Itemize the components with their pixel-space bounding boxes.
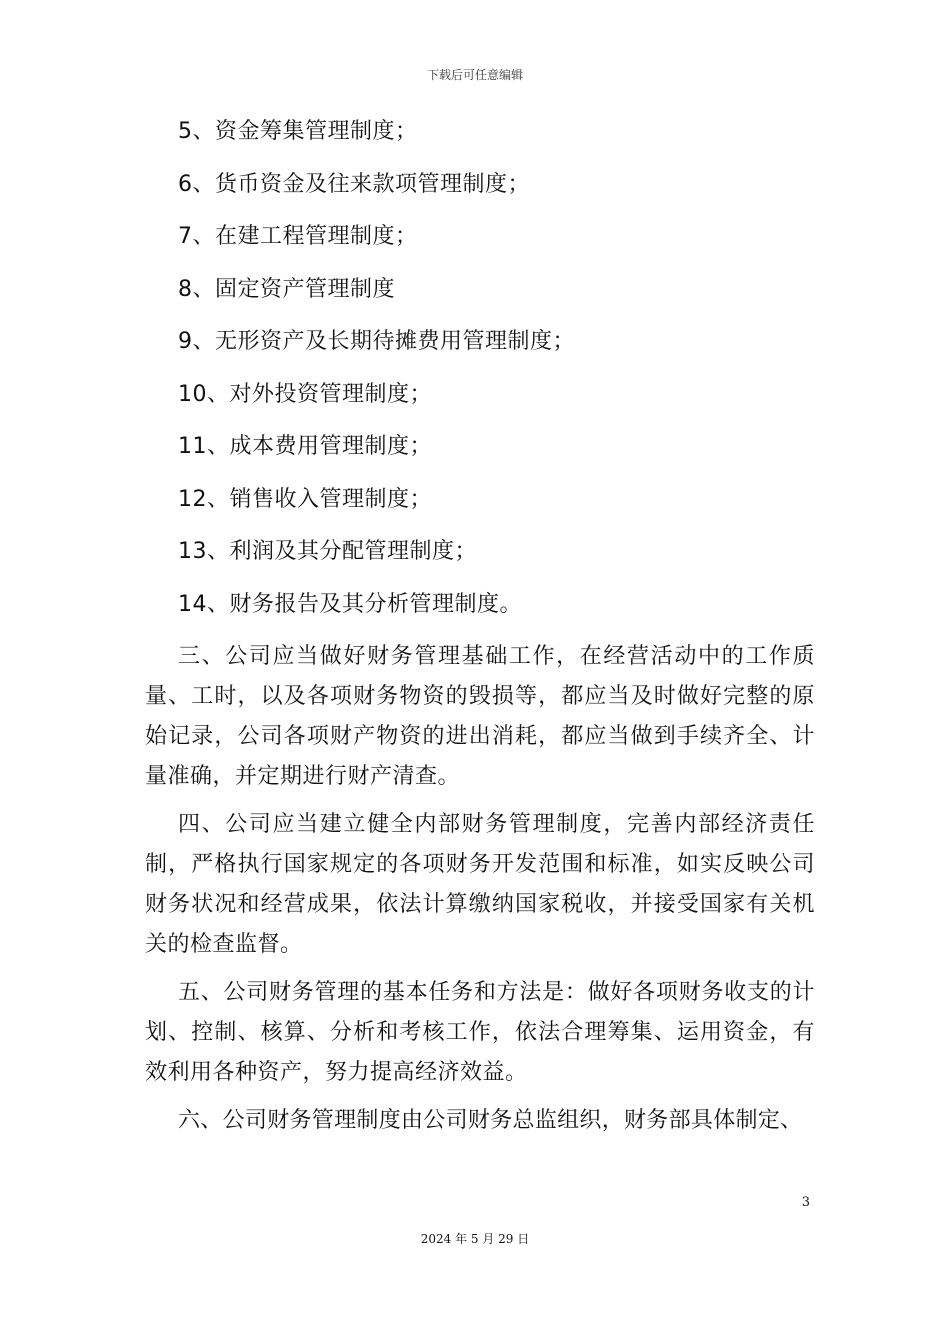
paragraph-section-5: 五、公司财务管理的基本任务和方法是：做好各项财务收支的计划、控制、核算、分析和考核工作，依法合理筹集、运用资金，有效利用各种资产，努力提高经济效益。 bbox=[145, 980, 815, 1085]
page-number: 3 bbox=[801, 1195, 810, 1210]
list-item: 14、财务报告及其分析管理制度。 bbox=[178, 591, 522, 617]
list-item: 13、利润及其分配管理制度； bbox=[178, 539, 477, 564]
paragraph-section-4: 四、公司应当建立健全内部财务管理制度，完善内部经济责任制，严格执行国家规定的各项财务开发范围和标准，如实反映公司财务状况和经营成果，依法计算缴纳国家税收，并接受国家有关机关的检查监督。 bbox=[145, 812, 815, 957]
list-item: 10、对外投资管理制度； bbox=[178, 381, 432, 407]
list-item: 5、资金筹集管理制度； bbox=[178, 119, 418, 144]
document-body bbox=[145, 112, 815, 1149]
footer-date: 2024 年 5 月 29 日 bbox=[420, 1232, 530, 1246]
paragraph-section-3: 三、公司应当做好财务管理基础工作，在经营活动中的工作质量、工时，以及各项财务物资的毁损等，都应当及时做好完整的原始记录，公司各项财产物资的进出消耗，都应当做到手续齐全、计量准确，并定期进行财产清查。 bbox=[145, 644, 815, 789]
list-item: 8、固定资产管理制度 bbox=[178, 276, 395, 302]
list-item: 11、成本费用管理制度； bbox=[178, 434, 432, 459]
list-item: 9、无形资产及长期待摊费用管理制度； bbox=[178, 329, 575, 354]
paragraph-section-6: 六、公司财务管理制度由公司财务总监组织，财务部具体制定、 bbox=[178, 1108, 803, 1133]
list-item: 6、货币资金及往来款项管理制度； bbox=[178, 171, 530, 197]
page-header: 下载后可任意编辑 bbox=[426, 68, 523, 82]
list-item: 7、在建工程管理制度； bbox=[178, 224, 418, 249]
list-item: 12、销售收入管理制度； bbox=[178, 486, 432, 512]
